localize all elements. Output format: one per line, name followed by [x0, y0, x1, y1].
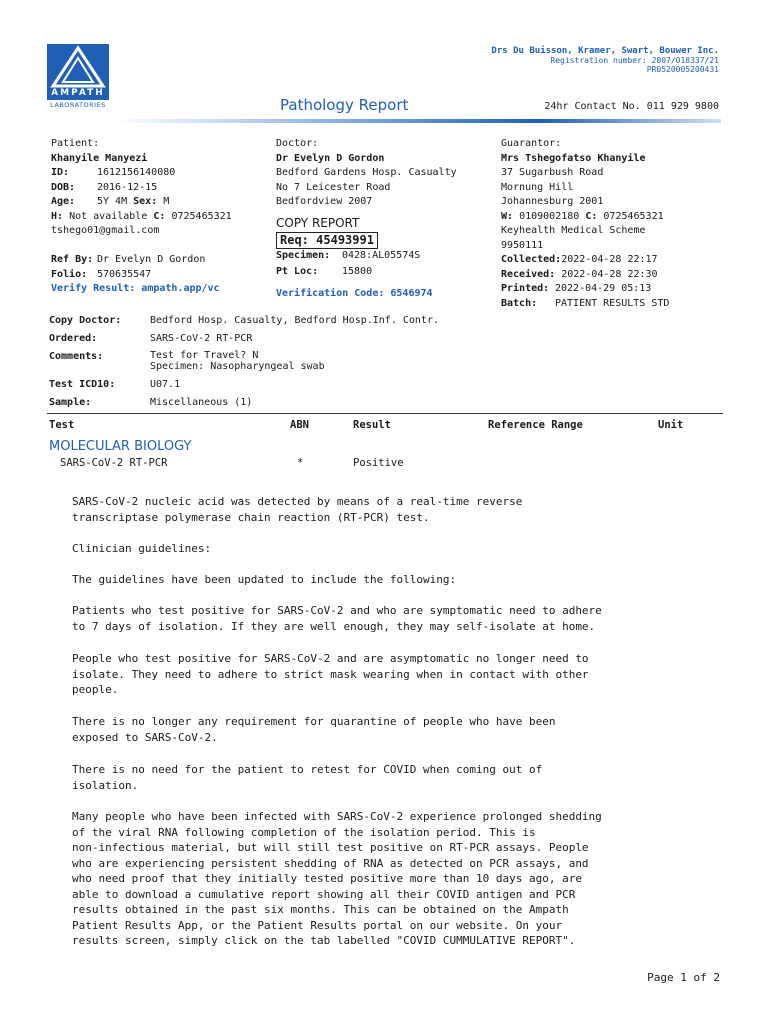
note-paragraph: SARS-CoV-2 nucleic acid was detected by means of a real-time reverse transcriptase polymerase chain reaction (RT-PCR) test. [72, 495, 523, 524]
patient-h-label: H: [51, 210, 64, 222]
folio-row [51, 268, 273, 283]
detail-label: Test ICD10: [49, 379, 116, 390]
note-paragraph: The guidelines have been updated to include the following: [72, 573, 457, 586]
collected-value: 2022-04-28 22:17 [561, 254, 658, 265]
detail-row [49, 350, 721, 378]
result-value: Positive [353, 457, 404, 469]
batch-label: Batch: [501, 297, 538, 309]
patient-age-label: Age: [51, 196, 76, 207]
detail-row [49, 378, 721, 396]
received-label: Received: [501, 268, 556, 280]
detail-value: Miscellaneous (1) [150, 397, 253, 408]
guarantor-address-line: 37 Sugarbush Road [501, 167, 604, 178]
received-row [501, 268, 723, 283]
doctor-heading: Doctor: [276, 138, 319, 149]
guarantor-w-label: W: [501, 210, 514, 222]
practice-name: Drs Du Buisson, Kramer, Swart, Bouwer Inc. [491, 46, 719, 56]
doctor-block [276, 137, 496, 302]
logo-word: AMPATH [51, 88, 105, 98]
ptloc-value: 15800 [342, 265, 373, 277]
ampath-logo [47, 44, 109, 110]
req-box [276, 232, 378, 249]
doctor-name: Dr Evelyn D Gordon [276, 152, 385, 164]
patient-sex-value: M [163, 196, 170, 207]
section-heading: MOLECULAR BIOLOGY [49, 439, 192, 454]
detail-row [49, 396, 721, 412]
patient-age-row [51, 195, 273, 210]
req-label: Req: [280, 232, 309, 247]
detail-label: Copy Doctor: [49, 315, 122, 326]
note-paragraph: People who test positive for SARS-CoV-2 and are asymptomatic no longer need to isolate. They need to adhere to strict mask wearing when in contact with other people. [72, 652, 589, 696]
batch-value: PATIENT RESULTS STD [555, 297, 670, 309]
guarantor-block [501, 137, 723, 311]
verify-result-link[interactable]: Verify Result: ampath.app/vc [51, 283, 220, 294]
patient-sex-label: Sex: [133, 196, 158, 207]
contact-number: 24hr Contact No. 011 929 9800 [544, 101, 719, 112]
result-abn-flag: * [297, 457, 304, 469]
patient-age-value: 5Y 4M [97, 196, 128, 207]
folio-value: 570635547 [97, 268, 152, 280]
patient-phone-row [51, 210, 273, 225]
patient-dob-value: 2016-12-15 [97, 181, 158, 193]
refby-value: Dr Evelyn D Gordon [97, 254, 206, 265]
batch-row [501, 297, 723, 312]
note-paragraph: Patients who test positive for SARS-CoV-2 and who are symptomatic need to adhere to 7 days of isolation. If they are well enough, they may self-isolate at home. [72, 604, 602, 633]
printed-label: Printed: [501, 283, 550, 294]
detail-value: Bedford Hosp. Casualty, Bedford Hosp.Inf. Contr. [150, 315, 439, 326]
specimen-label: Specimen: [276, 250, 331, 261]
patient-c-label: C: [153, 210, 166, 222]
col-header-unit: Unit [658, 419, 684, 431]
received-value: 2022-04-28 22:30 [561, 268, 658, 280]
detail-label: Sample: [49, 397, 92, 408]
patient-email[interactable]: tshego01@gmail.com [51, 225, 160, 236]
note-paragraph: Clinician guidelines: [72, 542, 212, 555]
col-header-result: Result [353, 419, 391, 431]
spacer [276, 279, 496, 287]
detail-label: Ordered: [49, 333, 98, 344]
medical-scheme: Keyhealth Medical Scheme [501, 225, 646, 236]
detail-value-line: Test for Travel? N [150, 350, 259, 361]
printed-value: 2022-04-29 05:13 [555, 283, 652, 294]
order-details [49, 314, 721, 412]
patient-name: Khanyile Manyezi [51, 152, 148, 164]
guarantor-address-line: Johannesburg 2001 [501, 196, 604, 207]
guarantor-phone-row [501, 210, 723, 225]
logo-subtitle: LABORATORIES [50, 101, 106, 109]
doctor-address-line: No 7 Leicester Road [276, 181, 391, 193]
printed-row [501, 282, 723, 297]
detail-row [49, 314, 721, 332]
detail-value [150, 350, 325, 372]
specimen-value: 0428:AL05574S [342, 250, 421, 261]
note-paragraph: Many people who have been infected with SARS-CoV-2 experience prolonged shedding of the viral RNA following completion of the isolation period. This is non-infectious material, but will still test positive on RT-PCR assays. People who are experiencing persistent shedding of RNA as detected on PCR assays, and who need proof that they initially tested positive more than 10 days ago, are able to download a cumulative report showing all their COVID antigen and PCR results obtained in the past six months. This can be obtained on the Ampath Patient Results App, or the Patient Results portal on our website. On your results screen, simply click on the tab labelled "COVID CUMMULATIVE REPORT". [72, 810, 602, 947]
registration-number: Registration number: 2007/018337/21 [550, 56, 719, 65]
logo-mark [47, 44, 109, 100]
patient-id-value: 1612156140080 [97, 167, 176, 178]
copy-report-label: COPY REPORT [276, 215, 360, 230]
patient-id-label: ID: [51, 167, 70, 178]
spacer [51, 239, 273, 254]
patient-dob-row [51, 181, 273, 196]
guarantor-heading: Guarantor: [501, 138, 562, 149]
scheme-number: 9950111 [501, 239, 544, 251]
patient-block [51, 137, 273, 297]
patient-h-value: Not available [69, 210, 148, 222]
patient-id-row [51, 166, 273, 181]
guarantor-c-value: 0725465321 [603, 210, 664, 222]
doctor-address-line: Bedfordview 2007 [276, 196, 373, 207]
patient-dob-label: DOB: [51, 181, 76, 193]
header-divider [115, 119, 721, 123]
refby-row [51, 253, 273, 268]
detail-row [49, 332, 721, 350]
detail-value: U07.1 [150, 379, 181, 390]
detail-label: Comments: [49, 351, 104, 362]
guarantor-c-label: C: [585, 210, 598, 222]
table-top-rule [47, 413, 723, 414]
guarantor-w-value: 0109002180 [519, 210, 580, 222]
detail-value-line: Specimen: Nasopharyngeal swab [150, 361, 325, 372]
patient-heading: Patient: [51, 138, 100, 149]
refby-label: Ref By: [51, 254, 94, 265]
req-value: 45493991 [316, 232, 374, 247]
col-header-abn: ABN [290, 419, 309, 431]
guarantor-name: Mrs Tshegofatso Khanyile [501, 152, 646, 164]
result-test-name: SARS-CoV-2 RT-PCR [60, 457, 168, 469]
page-number: Page 1 of 2 [647, 971, 720, 984]
logo-triangle-icon [47, 44, 109, 90]
col-header-test: Test [49, 419, 75, 431]
detail-value: SARS-CoV-2 RT-PCR [150, 333, 253, 344]
note-paragraph: There is no need for the patient to retest for COVID when coming out of isolation. [72, 763, 543, 792]
patient-c-value: 0725465321 [171, 210, 232, 222]
verification-code: Verification Code: 6546974 [276, 288, 433, 299]
collected-row [501, 253, 723, 268]
pr-number: PR0520005200431 [646, 65, 719, 74]
folio-label: Folio: [51, 268, 88, 280]
collected-label: Collected: [501, 254, 562, 265]
ptloc-label: Pt Loc: [276, 265, 319, 277]
guarantor-address-line: Mornung Hill [501, 181, 574, 193]
col-header-reference: Reference Range [488, 419, 583, 431]
note-paragraph: There is no longer any requirement for quarantine of people who have been exposed to SARS-CoV-2. [72, 715, 556, 744]
ptloc-row [276, 265, 496, 280]
doctor-address-line: Bedford Gardens Hosp. Casualty [276, 167, 457, 178]
report-title: Pathology Report [280, 96, 409, 114]
specimen-row [276, 249, 496, 264]
